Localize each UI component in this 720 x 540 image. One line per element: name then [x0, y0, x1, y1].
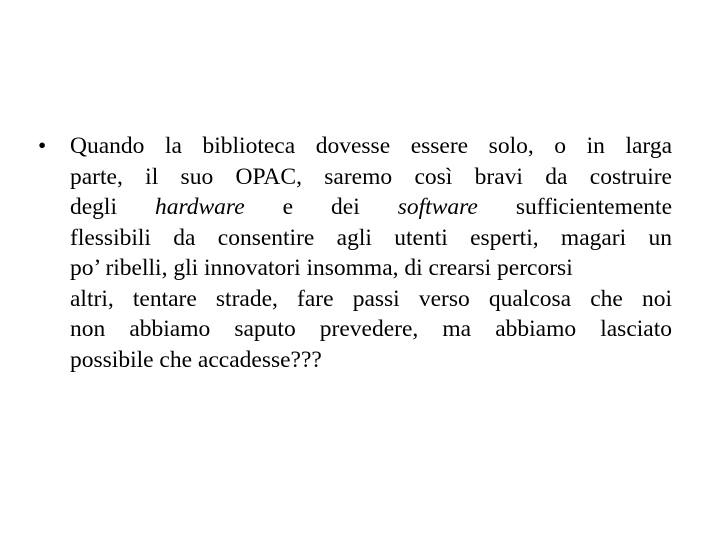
text-segment: sufficientemente: [477, 194, 673, 220]
text-segment: altri, tentare strade, fare passi verso qualcosa che noi: [70, 285, 672, 312]
text-line: [70, 314, 672, 345]
text-line: [70, 223, 672, 254]
text-line: [70, 192, 672, 223]
text-line: [70, 162, 672, 193]
text-segment: po’ ribelli, gli innovatori insomma, di crearsi percorsi: [70, 255, 573, 281]
italic-term-software: software: [397, 194, 478, 220]
text-segment: Quando la biblioteca dovesse essere solo, o in larga: [70, 133, 672, 159]
text-segment: degli: [70, 194, 155, 220]
text-segment: non abbiamo saputo prevedere, ma abbiamo lasciato: [70, 316, 672, 342]
bullet-paragraph: [38, 131, 672, 375]
text-segment: e dei: [244, 194, 398, 220]
text-segment: possibile che accadesse???: [70, 346, 322, 373]
text-line: [70, 253, 672, 284]
text-line: [70, 345, 672, 376]
text-line: [70, 284, 672, 315]
text-segment: parte, il suo OPAC, saremo così bravi da costruire: [70, 163, 672, 190]
bullet-icon: •: [38, 133, 47, 159]
text-line: [70, 131, 672, 162]
italic-term-hardware: hardware: [154, 194, 245, 220]
text-segment: flessibili da consentire agli utenti esperti, magari un: [70, 224, 672, 251]
